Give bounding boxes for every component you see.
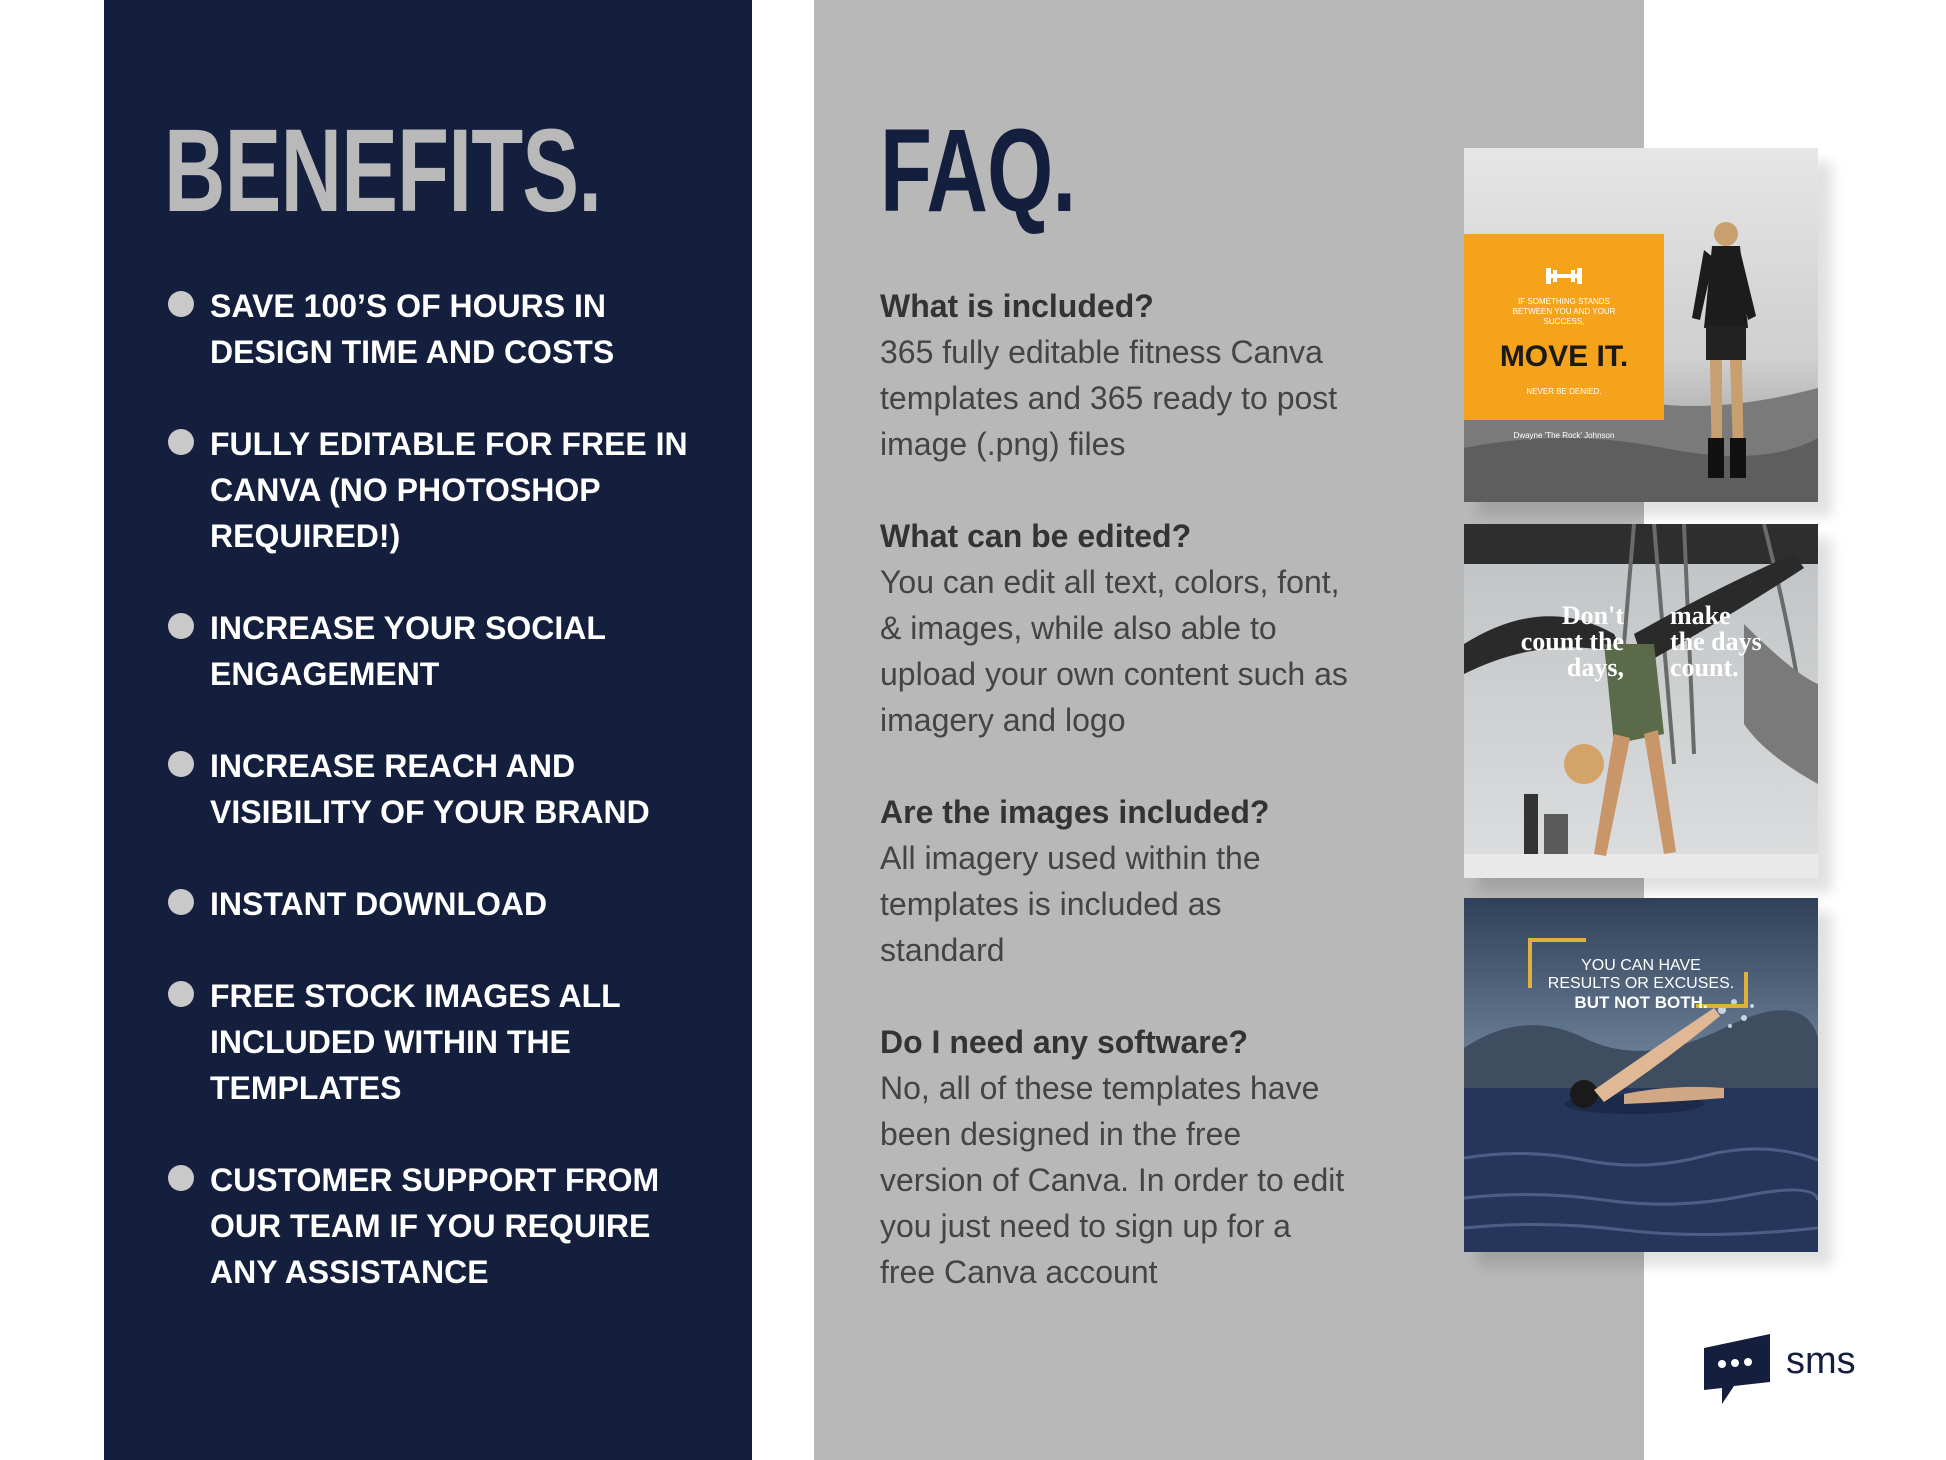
faq-item-included — [880, 283, 1420, 467]
days-text-left: days, — [1566, 653, 1624, 682]
sms-logo — [1700, 1326, 1870, 1406]
logo-text: sms — [1786, 1339, 1856, 1382]
benefit-text: CUSTOMER SUPPORT FROM OUR TEAM IF YOU REQUIRE ANY ASSISTANCE — [210, 1162, 660, 1290]
faq-title: FAQ. — [880, 105, 1076, 237]
move-it-tagline: NEVER BE DENIED. — [1526, 387, 1602, 396]
benefit-item — [168, 743, 728, 835]
swim-text: YOU CAN HAVE — [1581, 957, 1701, 974]
benefit-item — [168, 881, 728, 927]
template-move-it-image — [1464, 148, 1818, 502]
benefit-text: INCREASE YOUR SOCIAL ENGAGEMENT — [210, 610, 606, 692]
benefit-text: INSTANT DOWNLOAD — [210, 886, 548, 922]
days-text-right: count. — [1670, 653, 1739, 682]
swim-illustration — [1464, 898, 1818, 1252]
move-it-illustration — [1464, 148, 1818, 502]
days-illustration — [1464, 524, 1818, 878]
faq-question: What is included? — [880, 288, 1154, 324]
faq-item-edited — [880, 513, 1420, 743]
faq-item-images — [880, 789, 1420, 973]
days-text-right: make — [1670, 601, 1731, 630]
benefits-panel — [104, 0, 752, 1460]
swim-text: RESULTS OR EXCUSES. — [1547, 975, 1735, 992]
benefit-text: SAVE 100’S OF HOURS IN DESIGN TIME AND COSTS — [210, 288, 615, 370]
benefit-text: FREE STOCK IMAGES ALL INCLUDED WITHIN THE TEMPLATES — [210, 978, 621, 1106]
faq-answer: All imagery used within the templates is included as standard — [880, 840, 1261, 968]
days-text-right: the days — [1670, 627, 1762, 656]
benefit-item — [168, 283, 728, 375]
days-text-left: Don't — [1561, 601, 1624, 630]
benefits-title: BENEFITS. — [164, 105, 602, 237]
template-swim-image — [1464, 898, 1818, 1252]
benefit-item — [168, 421, 728, 559]
faq-question: Are the images included? — [880, 794, 1270, 830]
move-it-headline: MOVE IT. — [1499, 340, 1629, 373]
benefit-item — [168, 973, 728, 1111]
bullet-icon — [168, 751, 194, 777]
faq-answer: 365 fully editable fitness Canva templates and 365 ready to post image (.png) files — [880, 334, 1338, 462]
benefit-item — [168, 605, 728, 697]
template-days-image — [1464, 524, 1818, 878]
faq-answer: You can edit all text, colors, font, & images, while also able to upload your own content such as imagery and logo — [880, 564, 1348, 738]
faq-item-software — [880, 1019, 1420, 1295]
days-text-left: count the — [1520, 627, 1624, 656]
chat-bubble-icon — [1700, 1326, 1774, 1406]
move-it-small-text: SUCCESS, — [1543, 317, 1585, 326]
bullet-icon — [168, 981, 194, 1007]
move-it-attribution: Dwayne 'The Rock' Johnson — [1513, 431, 1615, 440]
bullet-icon — [168, 613, 194, 639]
faq-answer: No, all of these templates have been designed in the free version of Canva. In order to edit you just need to sign up for a free Canva account — [880, 1070, 1345, 1290]
move-it-small-text: BETWEEN YOU AND YOUR — [1512, 307, 1616, 316]
faq-question: Do I need any software? — [880, 1024, 1249, 1060]
bullet-icon — [168, 429, 194, 455]
swim-text: BUT NOT BOTH. — [1574, 993, 1708, 1012]
bullet-icon — [168, 291, 194, 317]
benefit-text: FULLY EDITABLE FOR FREE IN CANVA (NO PHOTOSHOP REQUIRED!) — [210, 426, 688, 554]
benefit-item — [168, 1157, 728, 1295]
bullet-icon — [168, 1165, 194, 1191]
move-it-small-text: IF SOMETHING STANDS — [1518, 297, 1610, 306]
benefit-text: INCREASE REACH AND VISIBILITY OF YOUR BRAND — [210, 748, 650, 830]
bullet-icon — [168, 889, 194, 915]
faq-question: What can be edited? — [880, 518, 1192, 554]
